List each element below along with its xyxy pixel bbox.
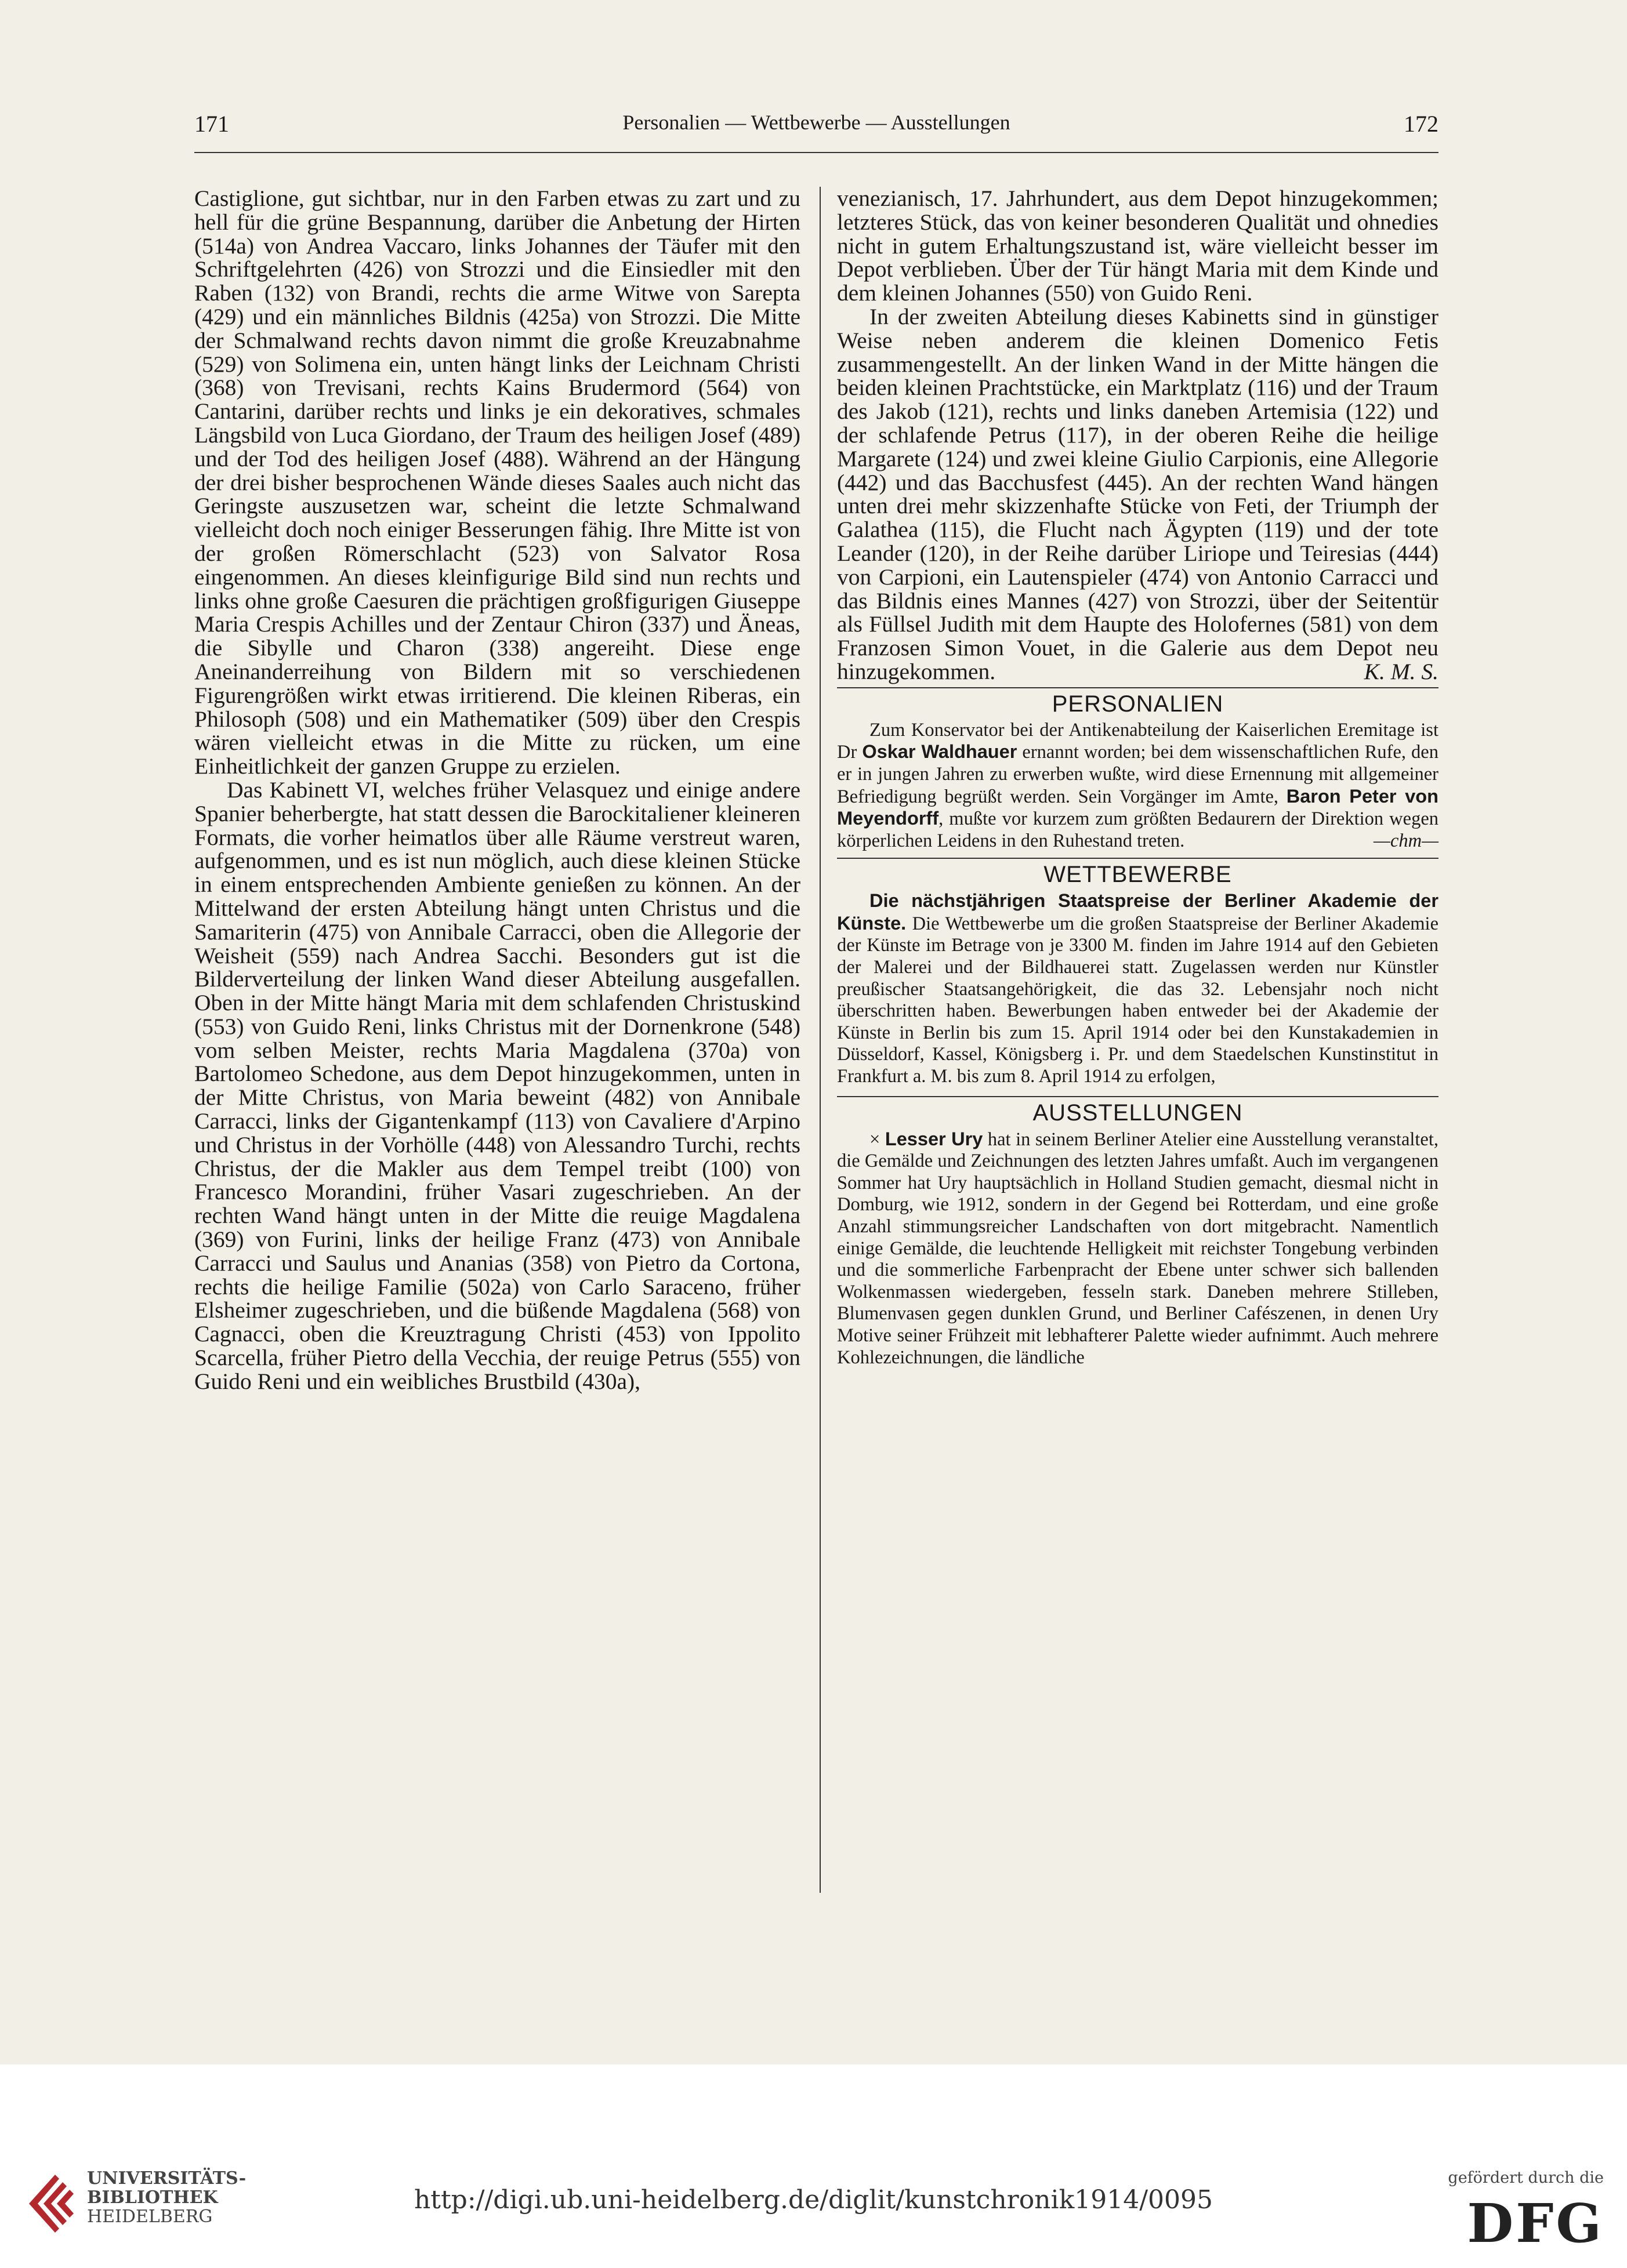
paragraph: venezianisch, 17. Jahrhundert, aus dem Depot hinzugekommen; letzteres Stück, das von keiner besonderen Qualität und ohnedies nicht in gutem Erhaltungszustand ist, wäre vielleicht besser im Depot verblieben. Über der Tür hängt Maria mit dem Kinde und dem kleinen Johannes (550) von Guido Reni. bbox=[837, 186, 1438, 306]
paragraph-wettbewerbe: Die nächstjährigen Staatspreise der Berliner Akademie der Künste. Die Wettbewerbe um die großen Staatspreise der Berliner Akademie der Künste im Betrage von je 3300 M. finden im Jahre 1914 auf den Gebieten der Malerei und der Bildhauerei statt. Zugelassen werden nur Künstler preußischer Staatsangehörigkeit, die das 32. Lebensjahr noch nicht überschritten haben. Bewerbungen haben entweder bei der Akademie der Künste in Berlin bis zum 15. April 1914 oder bei den Kunstakademien in Düsseldorf, Kassel, Königsberg i. Pr. und dem Staedelschen Kunstinstitut in Frankfurt a. M. bis zum 8. April 1914 zu erfolgen, bbox=[837, 890, 1438, 1087]
page-number-left: 171 bbox=[194, 111, 229, 137]
person-name: Lesser Ury bbox=[885, 1128, 983, 1149]
section-heading-wettbewerbe: WETTBEWERBE bbox=[1043, 862, 1232, 888]
dfg-logo: DFG bbox=[1467, 2192, 1604, 2255]
right-column bbox=[837, 187, 1438, 1369]
paragraph: Das Kabinett VI, welches früher Velasquez und einige andere Spanier beherbergte, hat statt dessen die Barockitaliener kleineren Formats, die vorher heimatlos über alle Räume verstreut waren, aufgenommen, und es ist nun möglich, auch diese kleinen Stücke in einem entsprechenden Ambiente genießen zu können. An der Mittelwand der ersten Abteilung hängt unten Christus und die Samariterin (475) von Annibale Carracci, oben die Allegorie der Weisheit (559) nach Andrea Sacchi. Besonders gut ist die Bilderverteilung der linken Wand dieser Abteilung ausgefallen. Oben in der Mitte hängt Maria mit dem schlafenden Christuskind (553) von Guido Reni, links Christus mit der Dornenkrone (548) vom selben Meister, rechts Maria Magdalena (370a) von Bartolomeo Schedone, aus dem Depot hinzugekommen, unten in der Mitte Christus, von Maria beweint (482) von Annibale Carracci, links der Gigantenkampf (113) von Cavaliere d'Arpino und Christus in der Vorhölle (448) von Alessandro Turchi, rechts Christus, der die Makler aus dem Tempel treibt (100) von Francesco Morandini, früher Vasari zugeschrieben. An der rechten Wand hängt unten in der Mitte die reuige Magdalena (369) von Furini, links der heilige Franz (473) von Annibale Carracci und Saulus und Ananias (358) von Pietro da Cortona, rechts die heilige Familie (502a) von Carlo Saraceno, früher Elsheimer zugeschrieben, und die büßende Magdalena (568) von Cagnacci, oben die Kreuztragung Christi (453) von Ippolito Scarcella, früher Pietro della Vecchia, der reuige Petrus (555) von Guido Reni und ein weibliches Brustbild (430a), bbox=[194, 776, 800, 1394]
paragraph-ausstellungen: × Lesser Ury hat in seinem Berliner Atelier eine Ausstellung veranstaltet, die Gemälde und Zeichnungen des letzten Jahres umfaßt. Auch im vergangenen Sommer hat Ury hauptsächlich in Holland Studien gemacht, diesmal nicht in Domburg, wie 1912, sondern in der Gegend bei Rotterdam, und eine große Anzahl stimmungsreicher Landschaften von dort mitgebracht. Namentlich einige Gemälde, die leuchtende Helligkeit mit reichster Tongebung verbinden und die sommerliche Farbenpracht der Ebene unter schwer sich ballenden Wolkenmassen wiedergeben, fesseln stark. Daneben mehrere Stilleben, Blumenvasen gegen dunklen Grund, und Berliner Cafészenen, in denen Ury Motive seiner Frühzeit mit lebhafterer Palette wieder aufnimmt. Auch mehrere Kohlezeichnungen, die ländliche bbox=[837, 1128, 1439, 1368]
paragraph: In der zweiten Abteilung dieses Kabinetts sind in günstiger Weise neben anderem die kleinen Domenico Fetis zusammengestellt. An der linken Wand in der Mitte hängen die beiden kleinen Prachtstücke, ein Marktplatz (116) und der Traum des Jakob (121), rechts und links daneben Artemisia (122) und der schlafende Petrus (117), in der oberen Reihe die heilige Margarete (124) und zwei kleine Giulio Carpionis, eine Allegorie (442) und das Bacchusfest (445). An der rechten Wand hängen unten drei mehr skizzenhafte Stücke von Feti, der Triumph der Galathea (115), die Flucht nach Ägypten (119) und der tote Leander (120), in der Reihe darüber Liriope und Teiresias (444) von Carpioni, ein Lautenspieler (474) von Antonio Carracci und das Bildnis eines Mannes (427) von Strozzi, über der Seitentür als Füllsel Judith mit dem Haupte des Holofernes (581) von dem Franzosen Simon Vouet, in die Galerie aus dem Depot neu hinzugekommen. bbox=[837, 303, 1438, 684]
article-title: Die nächstjährigen Staatspreise der Berliner Akademie der Künste. bbox=[837, 890, 1438, 934]
header-rule bbox=[194, 152, 1438, 153]
section-heading-ausstellungen: AUSSTELLUNGEN bbox=[1032, 1099, 1243, 1126]
running-header bbox=[194, 110, 1438, 157]
left-column bbox=[194, 187, 800, 1394]
paragraph-personalien: Zum Konservator bei der Antikenabteilung der Kaiserlichen Eremitage ist Dr Oskar Waldhauer ernannt worden; bei dem wissenschaftlichen Rufe, den er in jungen Jahren zu erwerben wußte, wird diese Ernennung mit allgemeiner Befriedigung begrüßt werden. Sein Vorgänger im Amte, Baron Peter von Meyendorff, mußte vor kurzem zum größten Bedaurern der Direktion wegen körperlichen Leidens in den Ruhestand treten. bbox=[837, 719, 1438, 851]
paragraph: Castiglione, gut sichtbar, nur in den Farben etwas zu zart und zu hell für die grüne Bespannung, darüber die Anbetung der Hirten (514a) von Andrea Vaccaro, links Johannes der Täufer mit den Schriftgelehrten (426) von Strozzi und die Einsiedler mit den Raben (132) von Brandi, rechts die arme Witwe von Sarepta (429) und ein männliches Bildnis (425a) von Strozzi. Die Mitte der Schmalwand rechts davon nimmt die große Kreuzabnahme (529) von Solimena ein, unten hängt links der Leichnam Christi (368) von Trevisani, rechts Kains Brudermord (564) von Cantarini, darüber rechts und links je ein dekoratives, schmales Längsbild von Luca Giordano, der Traum des heiligen Josef (489) und der Tod des heiligen Josef (488). Während an der Hängung der drei bisher besprochenen Wände dieses Saales auch nicht das Geringste auszusetzen war, scheint die letzte Schmalwand vielleicht doch noch einiger Besserungen fähig. Ihre Mitte ist von der großen Römerschlacht (523) von Salvator Rosa eingenommen. An dieses kleinfigurige Bild sind nun rechts und links ohne große Caesuren die prächtigen großfigurigen Giuseppe Maria Crespis Achilles und der Zentaur Chiron (337) und Äneas, die Sibylle und Charon (338) angereiht. Diese enge Aneinanderreihung von Bildern mit so verschiedenen Figurengrößen wirkt etwas irritierend. Die kleinen Riberas, ein Philosoph (508) und ein Mathematiker (509) über den Crespis wären vielleicht etwas in die Mitte zu rücken, um eine Einheitlichkeit der ganzen Gruppe zu erzielen. bbox=[194, 186, 800, 779]
person-name: Baron Peter von Meyendorff bbox=[837, 785, 1438, 829]
digitization-footer bbox=[0, 2064, 1627, 2268]
source-url-link[interactable]: http://digi.ub.uni-heidelberg.de/diglit/kunstchronik1914/0095 bbox=[414, 2185, 1213, 2215]
library-name: UNIVERSITÄTS- BIBLIOTHEK HEIDELBERG bbox=[87, 2168, 247, 2227]
author-signature: K. M. S. bbox=[1364, 658, 1438, 684]
column-divider bbox=[820, 187, 821, 1893]
cross-mark: × bbox=[869, 1128, 880, 1150]
running-title: Personalien — Wettbewerbe — Ausstellungen bbox=[622, 111, 1010, 134]
person-name: Oskar Waldhauer bbox=[862, 741, 1017, 763]
funding-note: gefördert durch die bbox=[1448, 2169, 1604, 2187]
author-signature: —chm— bbox=[1374, 830, 1438, 851]
section-heading-personalien: PERSONALIEN bbox=[1052, 691, 1224, 717]
page-number-right: 172 bbox=[1404, 111, 1438, 137]
